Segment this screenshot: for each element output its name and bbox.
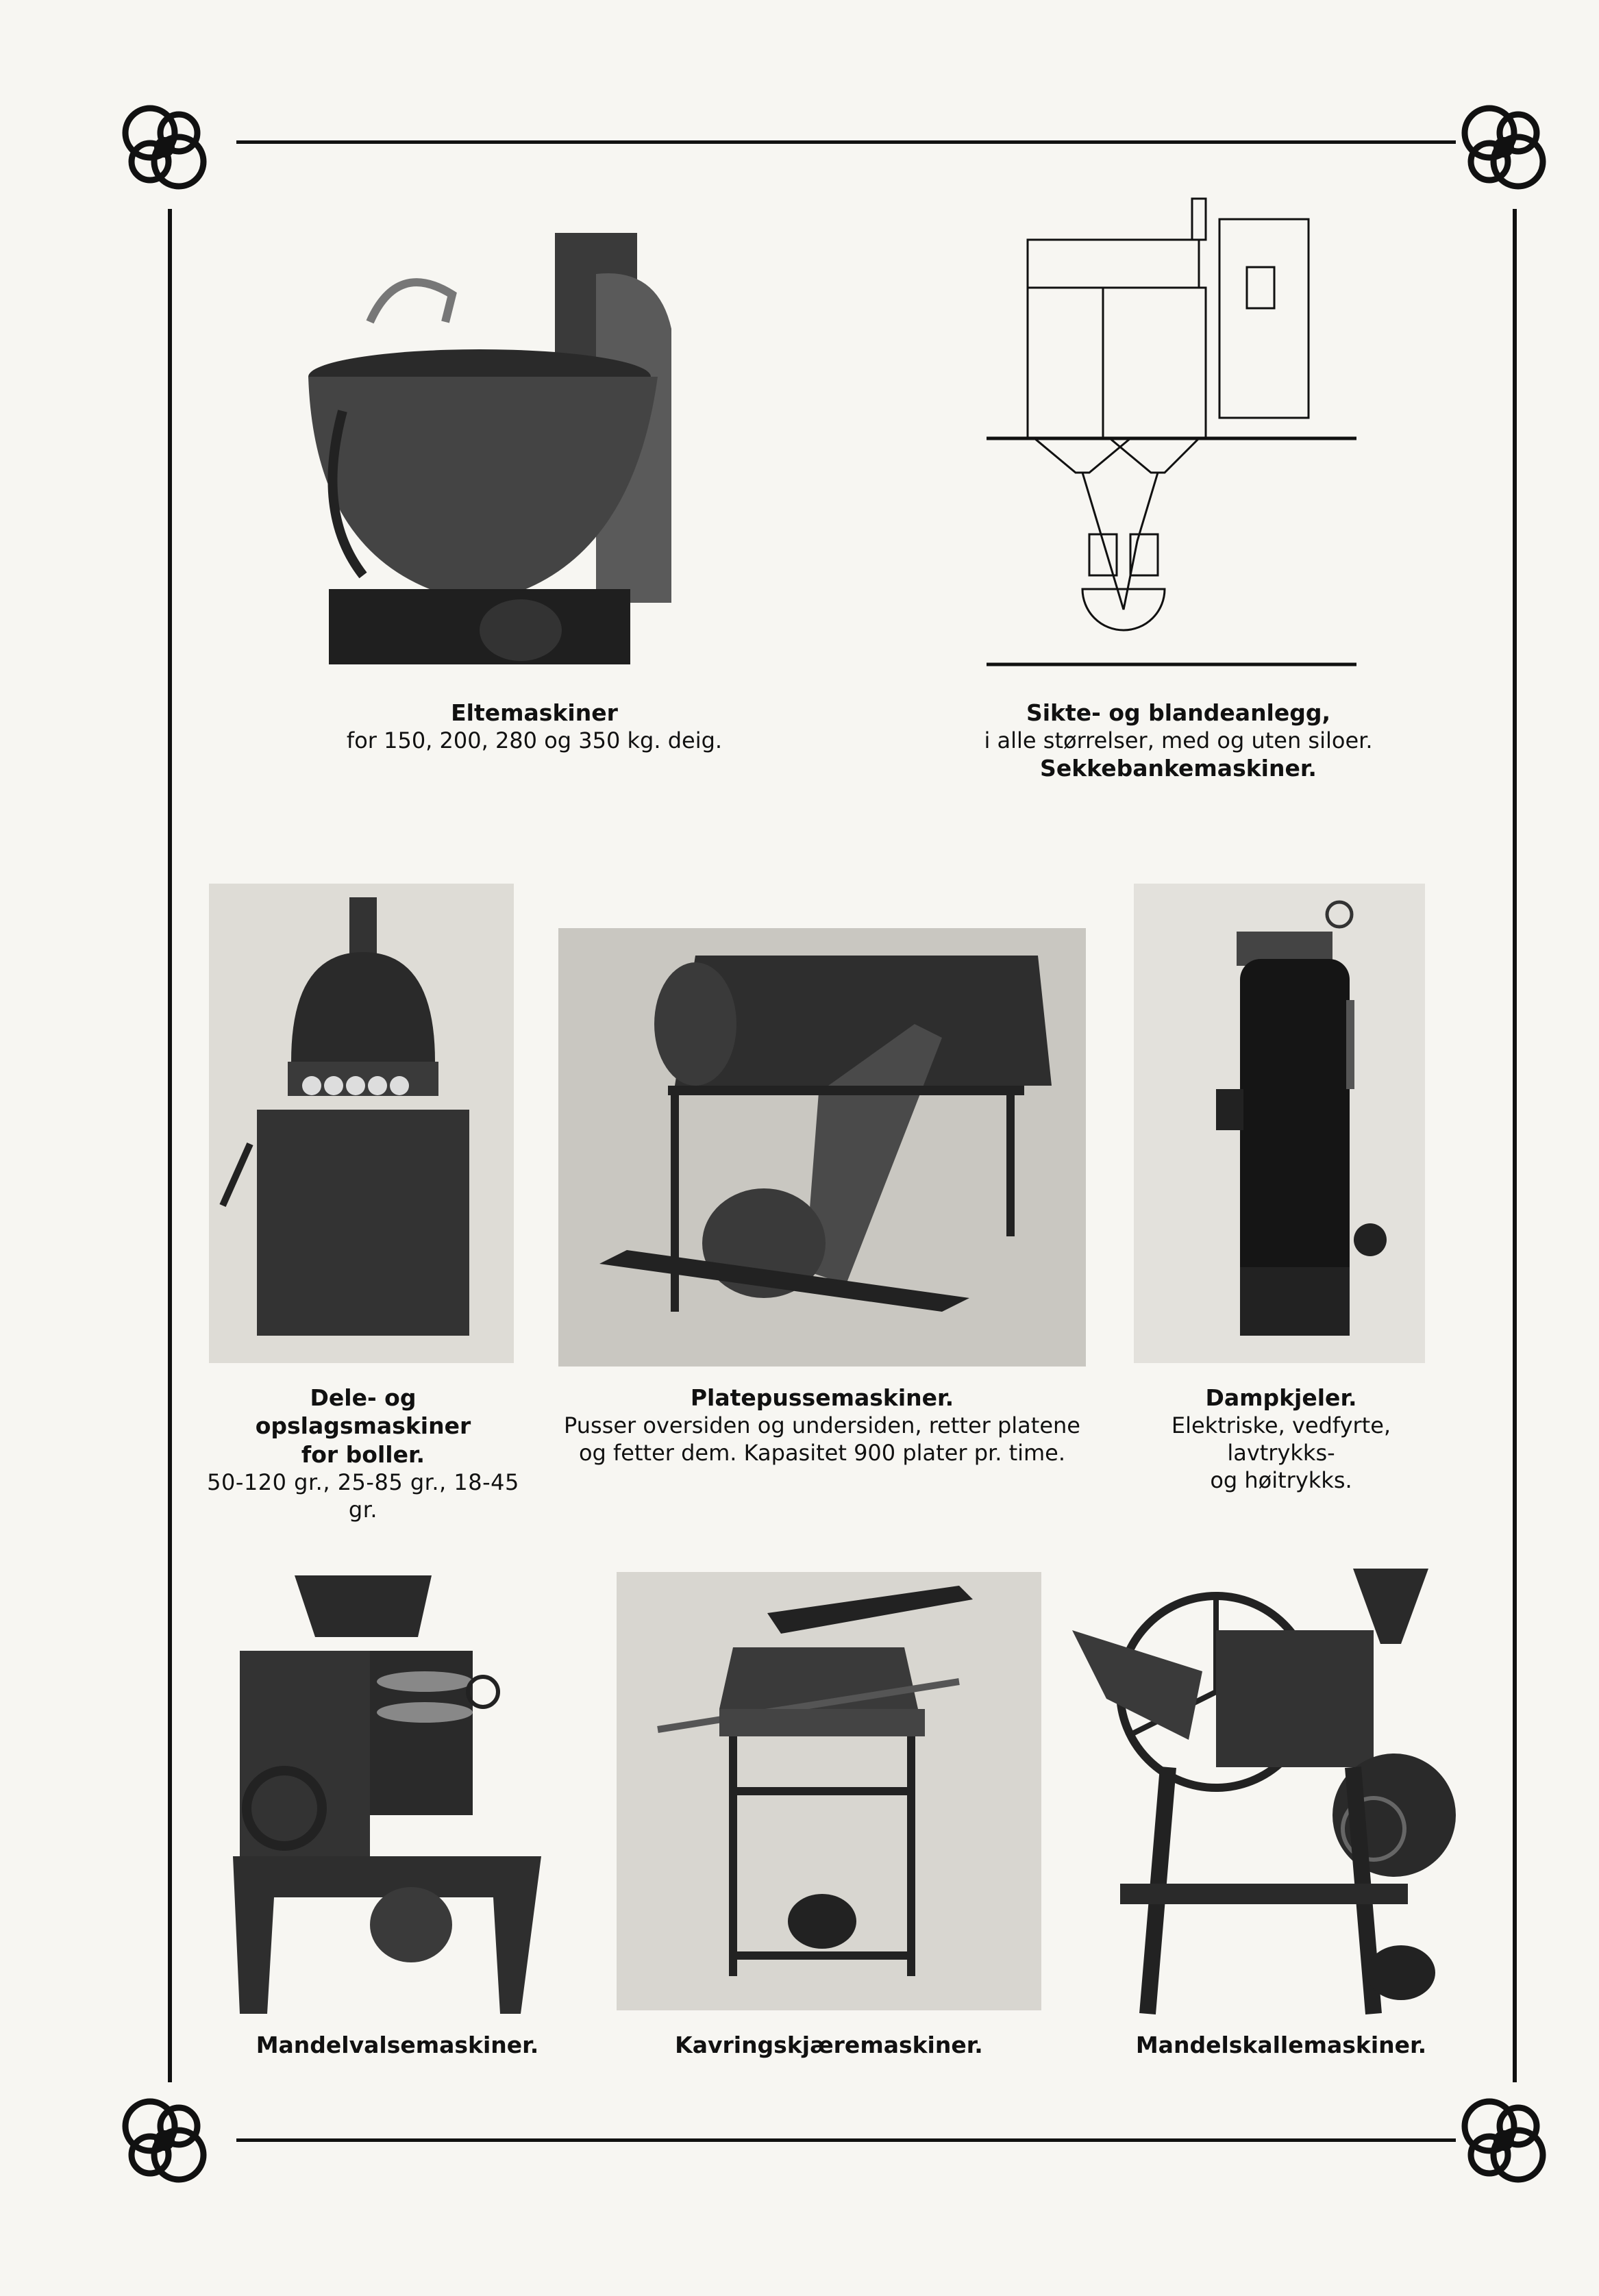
- caption-line: og høitrykks.: [1210, 1467, 1352, 1494]
- caption-line: Elektriske, vedfyrte, lavtrykks-: [1171, 1412, 1391, 1467]
- caption-dampkjeler: [1117, 1384, 1446, 1494]
- steam-boiler-photo: [1134, 884, 1425, 1363]
- scroll-ornament-icon: [1452, 96, 1555, 199]
- sifting-plant-drawing: [987, 185, 1356, 678]
- caption-title: Platepussemaskiner.: [690, 1384, 954, 1411]
- top-rule: [236, 140, 1456, 144]
- dough-divider-photo: [209, 884, 514, 1363]
- dough-mixer-photo: [274, 219, 795, 692]
- right-rule: [1513, 209, 1517, 2082]
- caption-line: Pusser oversiden og undersiden, retter platene: [564, 1412, 1080, 1439]
- scroll-ornament-icon: [113, 2089, 216, 2192]
- caption-sikte: [956, 699, 1401, 783]
- caption-title: Mandelvalsemaskiner.: [256, 2032, 539, 2058]
- tray-cleaner-photo: [558, 928, 1086, 1367]
- caption-title: Sikte- og blandeanlegg,: [1026, 699, 1331, 726]
- almond-peeler-photo: [1065, 1562, 1480, 2027]
- caption-line: for 150, 200, 280 og 350 kg. deig.: [346, 727, 723, 754]
- left-rule: [168, 209, 172, 2082]
- rusk-cutter-photo: [617, 1572, 1041, 2010]
- caption-dele: [199, 1384, 528, 1523]
- scroll-ornament-icon: [113, 96, 216, 199]
- caption-kavring: [617, 2031, 1041, 2059]
- caption-line: 50-120 gr., 25-85 gr., 18-45 gr.: [207, 1469, 519, 1523]
- caption-subtitle: Sekkebankemaskiner.: [1040, 755, 1317, 782]
- caption-title: Mandelskallemaskiner.: [1135, 2032, 1427, 2058]
- caption-line: i alle størrelser, med og uten siloer.: [984, 727, 1373, 754]
- caption-mandelskalle: [1096, 2031, 1466, 2059]
- almond-roller-photo: [226, 1569, 569, 2021]
- caption-eltemaskiner: [295, 699, 774, 754]
- caption-title: Dele- og opslagsmaskiner: [255, 1384, 471, 1440]
- bottom-rule: [236, 2138, 1456, 2142]
- caption-title: Eltemaskiner: [451, 699, 618, 726]
- caption-title: Dampkjeler.: [1205, 1384, 1357, 1411]
- caption-title: Kavringskjæremaskiner.: [675, 2032, 983, 2058]
- caption-line: og fetter dem. Kapasitet 900 plater pr. time.: [578, 1440, 1066, 1467]
- caption-platepusse: [541, 1384, 1103, 1467]
- scroll-ornament-icon: [1452, 2089, 1555, 2192]
- caption-subtitle: for boller.: [301, 1440, 425, 1468]
- caption-mandelvalse: [226, 2031, 569, 2059]
